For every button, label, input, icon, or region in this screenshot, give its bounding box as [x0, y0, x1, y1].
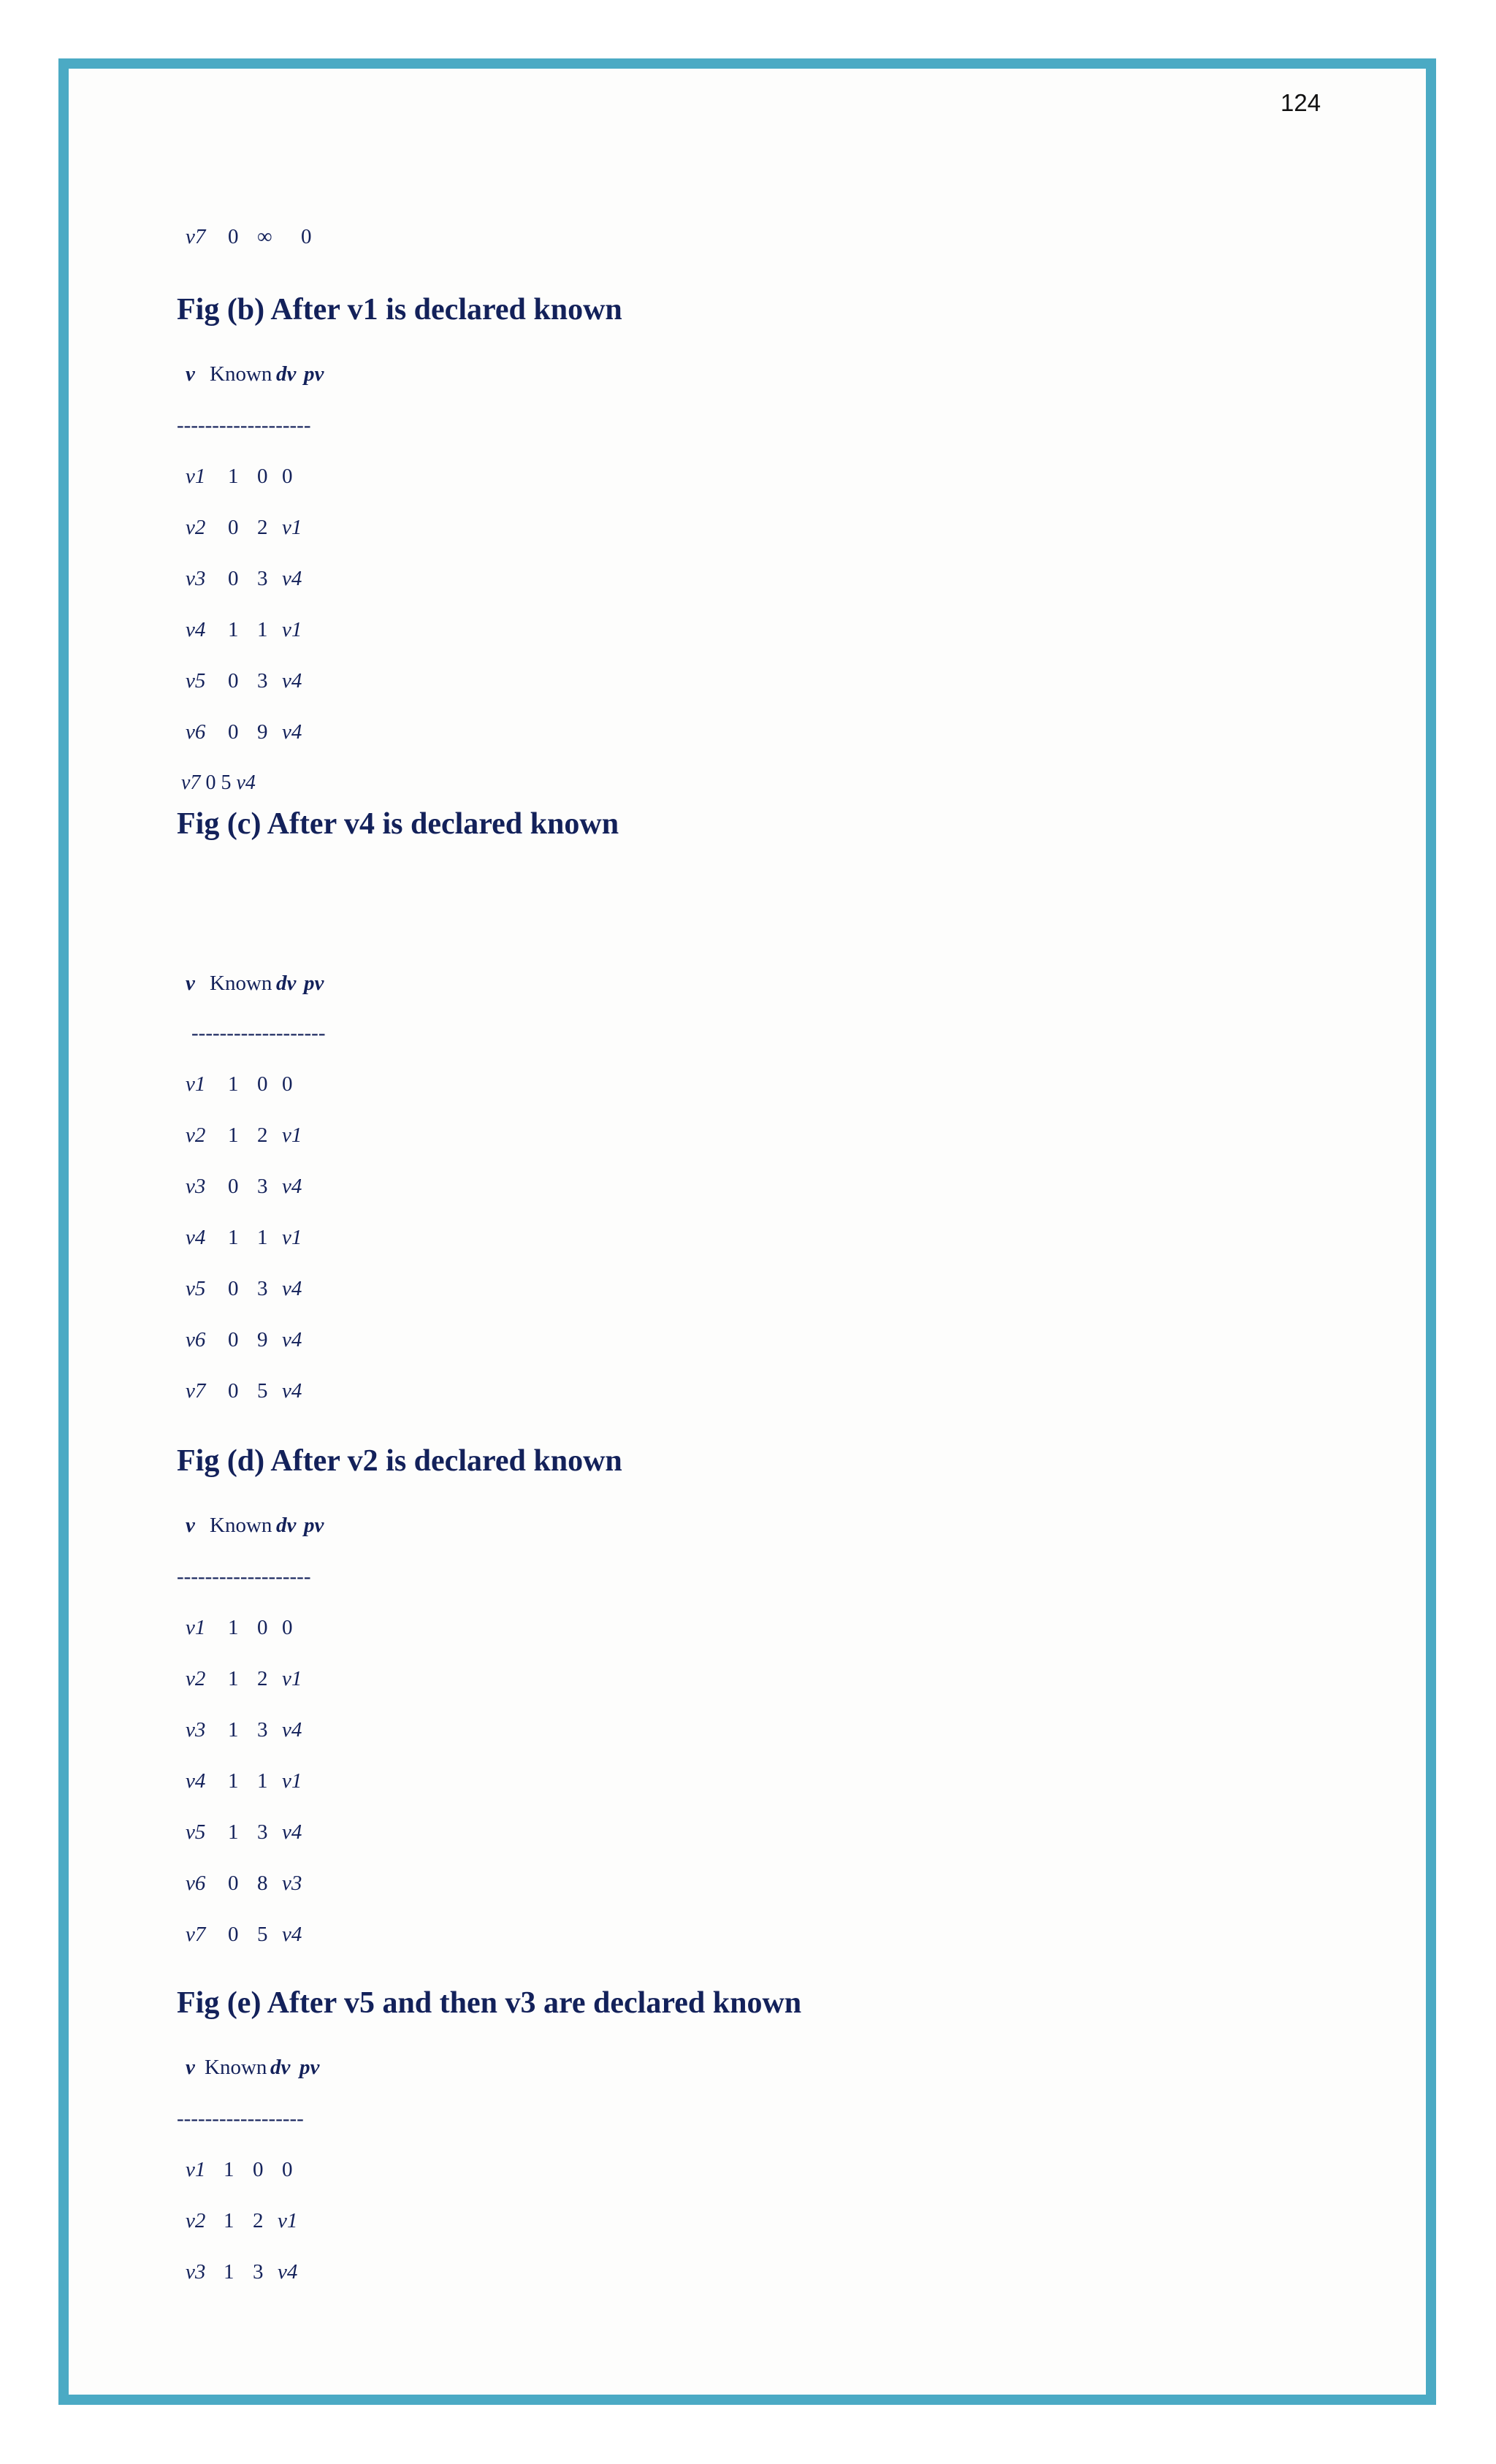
figure-caption: Fig (d) After v2 is declared known	[177, 1444, 622, 1478]
table-divider: -------------------	[177, 413, 311, 437]
table-row: v7 0 5 v4	[181, 771, 256, 794]
page-number: 124	[1281, 89, 1321, 116]
figure-caption: Fig (e) After v5 and then v3 are declared known	[177, 1986, 802, 2020]
figure-caption: Fig (b) After v1 is declared known	[177, 293, 622, 327]
table-divider: -------------------	[191, 1021, 326, 1045]
table-divider: -------------------	[177, 1565, 311, 1588]
figure-caption: Fig (c) After v4 is declared known	[177, 807, 619, 841]
table-divider: ------------------	[177, 2107, 304, 2130]
